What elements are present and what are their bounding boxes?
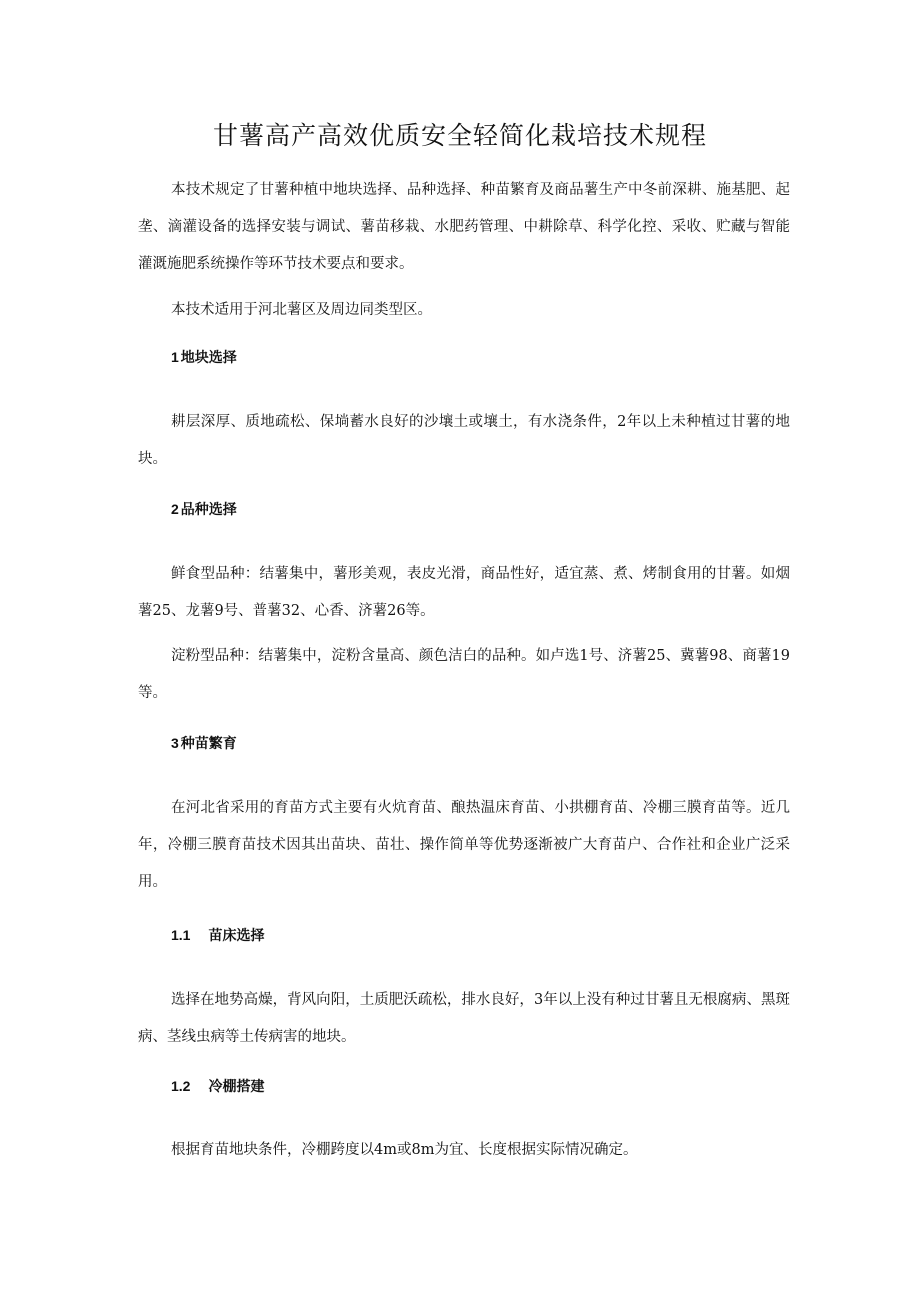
section-heading-text: 地块选择 (180, 349, 237, 365)
section-number: 1.1 (171, 927, 191, 943)
section-number: 3 (171, 735, 179, 751)
section-heading-plot-selection (171, 347, 237, 367)
seedbed-selection-paragraph: 选择在地势高燥，背风向阳，土质肥沃疏松，排水良好，3年以上没有种过甘薯且无根腐病、黑斑病、茎线虫病等土传病害的地块。 (138, 992, 790, 1045)
section-heading-variety-selection (171, 499, 237, 519)
plot-selection-paragraph: 耕层深厚、质地疏松、保埫蓄水良好的沙壤土或壤土，有水浇条件，2年以上未种植过甘薯的地块。 (138, 414, 790, 467)
section-number: 1 (171, 349, 179, 365)
section-heading-text: 种苗繁育 (180, 735, 237, 751)
section-number: 2 (171, 501, 179, 517)
fresh-variety-paragraph: 鲜食型品种：结薯集中，薯形美观，表皮光滑，商品性好，适宜蒸、煮、烤制食用的甘薯。如烟薯25、龙薯9号、普薯32、心香、济薯26等。 (138, 566, 790, 619)
section-number: 1.2 (171, 1078, 191, 1094)
intro-paragraph-applicability: 本技术适用于河北薯区及周边同类型区。 (171, 302, 432, 318)
document-title: 甘薯高产高效优质安全轻简化栽培技术规程 (212, 121, 707, 150)
section-heading-seedbed-selection (171, 925, 264, 945)
section-heading-seedling-breeding (171, 733, 237, 753)
section-heading-text: 品种选择 (180, 501, 237, 517)
cold-shed-paragraph: 根据育苗地块条件，冷棚跨度以4m或8m为宜、长度根据实际情况确定。 (171, 1142, 638, 1158)
intro-paragraph-scope: 本技术规定了甘薯种植中地块选择、品种选择、种苗繁育及商品薯生产中冬前深耕、施基肥、起垄、滴灌设备的选择安装与调试、薯苗移栽、水肥药管理、中耕除草、科学化控、采收、贮藏与智能灌溉施肥系统操作等环节技术要点和要求。 (138, 182, 790, 272)
seedling-breeding-paragraph: 在河北省采用的育苗方式主要有火炕育苗、酿热温床育苗、小拱棚育苗、冷棚三膜育苗等。近几年，冷棚三膜育苗技术因其出苗块、苗壮、操作简单等优势逐渐被广大育苗户、合作社和企业广泛采用。 (138, 800, 790, 890)
section-heading-text: 冷棚搭建 (208, 1078, 265, 1094)
section-heading-text: 苗床选择 (208, 927, 265, 943)
section-heading-cold-shed-construction (171, 1076, 264, 1096)
starch-variety-paragraph: 淀粉型品种：结薯集中，淀粉含量高、颜色洁白的品种。如卢选1号、济薯25、冀薯98、商薯19等。 (138, 648, 790, 701)
